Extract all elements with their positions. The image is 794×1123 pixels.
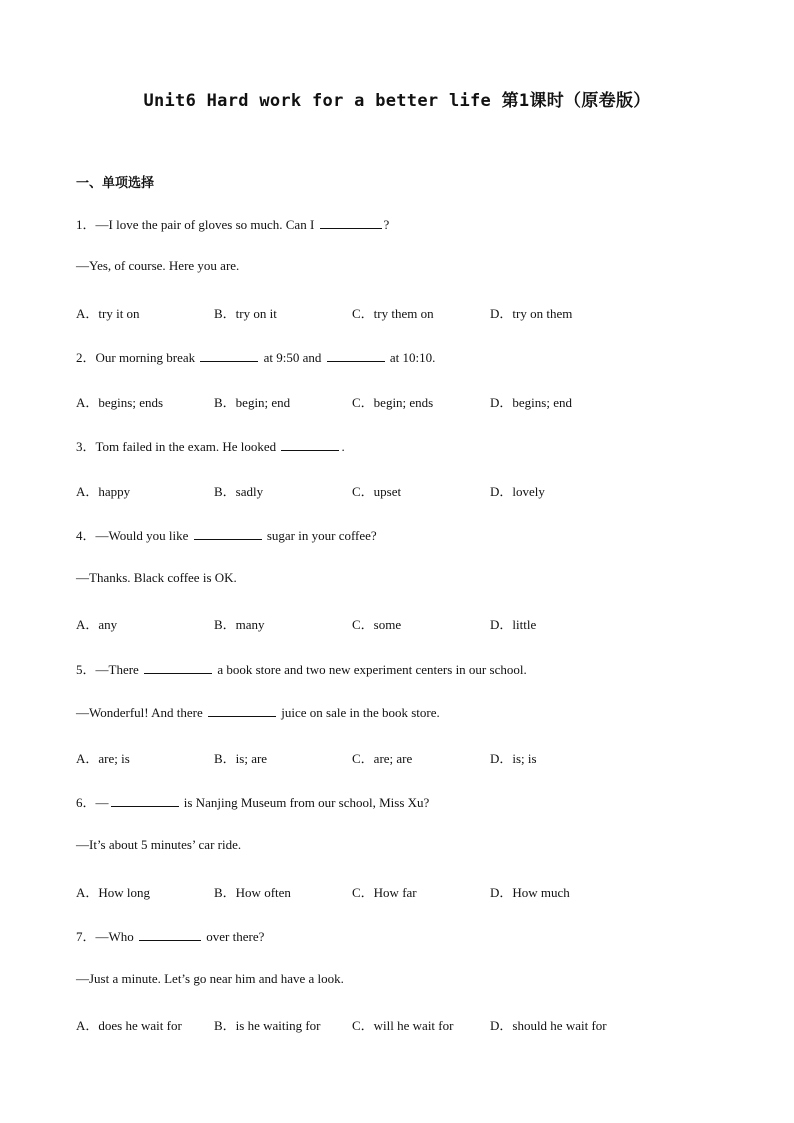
option-c[interactable]: C．try them on — [352, 306, 434, 321]
question-3-stem-end: . — [341, 439, 345, 454]
option-d[interactable]: D．try on them — [490, 306, 573, 321]
question-6-stem: 6．— — [76, 795, 109, 810]
page-title: Unit6 Hard work for a better life 第1课时（原卷版） — [143, 91, 651, 111]
question-5-reply — [76, 704, 440, 721]
answer-blank[interactable] — [200, 349, 258, 362]
answer-blank[interactable] — [139, 928, 201, 941]
question-1-stem-end: ? — [383, 217, 390, 232]
option-c[interactable]: C．begin; ends — [352, 395, 434, 410]
option-a[interactable]: A．are; is — [76, 751, 130, 766]
question-5 — [76, 659, 527, 678]
option-b[interactable]: B．many — [214, 617, 265, 632]
question-1-stem: 1．—I love the pair of gloves so much. Can I — [76, 217, 318, 232]
option-d[interactable]: D．little — [490, 617, 537, 632]
option-a[interactable]: A．happy — [76, 484, 131, 499]
answer-blank[interactable] — [320, 216, 382, 229]
option-c[interactable]: C．How far — [352, 885, 417, 900]
question-3-stem: 3．Tom failed in the exam. He looked — [76, 439, 280, 454]
question-5-stem: 5．—There — [76, 662, 143, 677]
question-4-stem-end: sugar in your coffee? — [263, 528, 377, 543]
question-2-stem-mid: at 9:50 and — [260, 350, 325, 365]
answer-blank[interactable] — [327, 349, 385, 362]
option-b[interactable]: B．begin; end — [214, 395, 291, 410]
option-b[interactable]: B．is he waiting for — [214, 1018, 321, 1033]
option-c[interactable]: C．upset — [352, 484, 402, 499]
option-b[interactable]: B．sadly — [214, 484, 264, 499]
answer-blank[interactable] — [144, 661, 212, 674]
answer-blank[interactable] — [194, 527, 262, 540]
question-6 — [76, 792, 429, 811]
answer-blank[interactable] — [281, 438, 339, 451]
question-4-reply: —Thanks. Black coffee is OK. — [76, 570, 237, 585]
question-4 — [76, 525, 377, 544]
question-6-stem-end: is Nanjing Museum from our school, Miss Xu? — [180, 795, 430, 810]
answer-blank[interactable] — [208, 704, 276, 717]
option-d[interactable]: D．How much — [490, 885, 570, 900]
question-5-reply-end: juice on sale in the book store. — [278, 705, 440, 720]
question-7-stem: 7．—Who — [76, 929, 138, 944]
option-a[interactable]: A．any — [76, 617, 118, 632]
question-3 — [76, 436, 345, 455]
question-6-reply: —It’s about 5 minutes’ car ride. — [76, 837, 242, 852]
option-a[interactable]: A．How long — [76, 885, 151, 900]
question-1 — [76, 214, 389, 233]
answer-blank[interactable] — [111, 794, 179, 807]
question-1-reply: —Yes, of course. Here you are. — [76, 258, 240, 273]
option-a[interactable]: A．begins; ends — [76, 395, 164, 410]
question-5-stem-end: a book store and two new experiment centers in our school. — [214, 662, 527, 677]
option-a[interactable]: A．try it on — [76, 306, 140, 321]
question-5-reply-start: —Wonderful! And there — [76, 705, 206, 720]
question-2-stem-end: at 10:10. — [386, 350, 436, 365]
option-c[interactable]: C．some — [352, 617, 402, 632]
option-d[interactable]: D．should he wait for — [490, 1018, 607, 1033]
option-d[interactable]: D．is; is — [490, 751, 537, 766]
question-7-stem-end: over there? — [203, 929, 265, 944]
option-c[interactable]: C．are; are — [352, 751, 413, 766]
option-c[interactable]: C．will he wait for — [352, 1018, 454, 1033]
option-b[interactable]: B．try on it — [214, 306, 277, 321]
option-d[interactable]: D．begins; end — [490, 395, 572, 410]
question-2 — [76, 347, 435, 366]
option-d[interactable]: D．lovely — [490, 484, 545, 499]
question-2-stem: 2．Our morning break — [76, 350, 199, 365]
question-7 — [76, 926, 264, 945]
option-b[interactable]: B．is; are — [214, 751, 268, 766]
option-b[interactable]: B．How often — [214, 885, 291, 900]
section-heading: 一、单项选择 — [76, 176, 155, 191]
question-7-reply: —Just a minute. Let’s go near him and have a look. — [76, 971, 344, 986]
question-4-stem: 4．—Would you like — [76, 528, 192, 543]
option-a[interactable]: A．does he wait for — [76, 1018, 182, 1033]
